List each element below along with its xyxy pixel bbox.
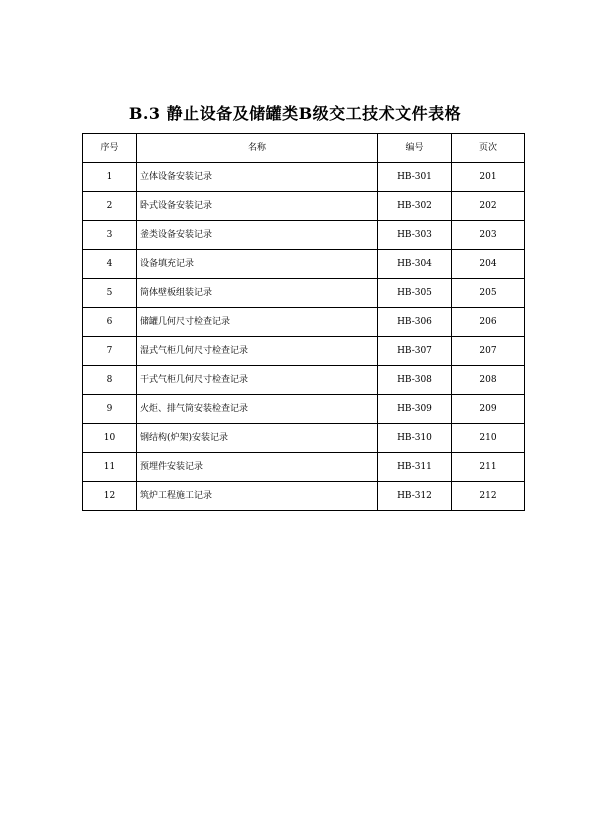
table-row [83,163,525,192]
header-seq: 序号 [83,134,137,163]
table-row [83,395,525,424]
header-page: 页次 [452,134,525,163]
cell-seq: 6 [83,308,137,337]
cell-code: HB-311 [378,453,452,482]
cell-code: HB-309 [378,395,452,424]
cell-name: 火炬、排气筒安装检查记录 [137,395,378,424]
cell-page: 201 [452,163,525,192]
cell-name: 钢结构(炉架)安装记录 [137,424,378,453]
cell-page: 209 [452,395,525,424]
table-row [83,366,525,395]
cell-seq: 5 [83,279,137,308]
cell-seq: 9 [83,395,137,424]
cell-name: 筑炉工程施工记录 [137,482,378,511]
cell-code: HB-304 [378,250,452,279]
table-row [83,192,525,221]
cell-name: 筒体壁板组装记录 [137,279,378,308]
cell-name: 釜类设备安装记录 [137,221,378,250]
cell-code: HB-312 [378,482,452,511]
cell-name: 立体设备安装记录 [137,163,378,192]
cell-code: HB-305 [378,279,452,308]
cell-name: 储罐几何尺寸检查记录 [137,308,378,337]
cell-name: 卧式设备安装记录 [137,192,378,221]
cell-seq: 8 [83,366,137,395]
table-row [83,424,525,453]
cell-page: 202 [452,192,525,221]
cell-page: 212 [452,482,525,511]
cell-seq: 2 [83,192,137,221]
cell-page: 208 [452,366,525,395]
cell-seq: 1 [83,163,137,192]
cell-name: 干式气柜几何尺寸检查记录 [137,366,378,395]
cell-seq: 3 [83,221,137,250]
cell-page: 211 [452,453,525,482]
cell-name: 湿式气柜几何尺寸检查记录 [137,337,378,366]
table-row [83,308,525,337]
header-code: 编号 [378,134,452,163]
cell-name: 设备填充记录 [137,250,378,279]
page-title: B.3 静止设备及储罐类B级交工技术文件表格 [128,104,462,123]
table-body [83,163,525,511]
table-header-row [83,134,525,163]
cell-page: 207 [452,337,525,366]
table-row [83,250,525,279]
cell-seq: 7 [83,337,137,366]
cell-code: HB-302 [378,192,452,221]
header-name: 名称 [137,134,378,163]
table-row [83,453,525,482]
cell-page: 206 [452,308,525,337]
table-row [83,337,525,366]
cell-code: HB-307 [378,337,452,366]
cell-code: HB-306 [378,308,452,337]
cell-name: 预埋件安装记录 [137,453,378,482]
table-row [83,279,525,308]
cell-page: 210 [452,424,525,453]
cell-code: HB-303 [378,221,452,250]
table-row [83,221,525,250]
cell-code: HB-310 [378,424,452,453]
cell-page: 203 [452,221,525,250]
table-row [83,482,525,511]
form-index-table [82,133,525,511]
cell-page: 205 [452,279,525,308]
cell-code: HB-301 [378,163,452,192]
cell-seq: 12 [83,482,137,511]
cell-code: HB-308 [378,366,452,395]
cell-seq: 4 [83,250,137,279]
cell-seq: 10 [83,424,137,453]
cell-page: 204 [452,250,525,279]
cell-seq: 11 [83,453,137,482]
